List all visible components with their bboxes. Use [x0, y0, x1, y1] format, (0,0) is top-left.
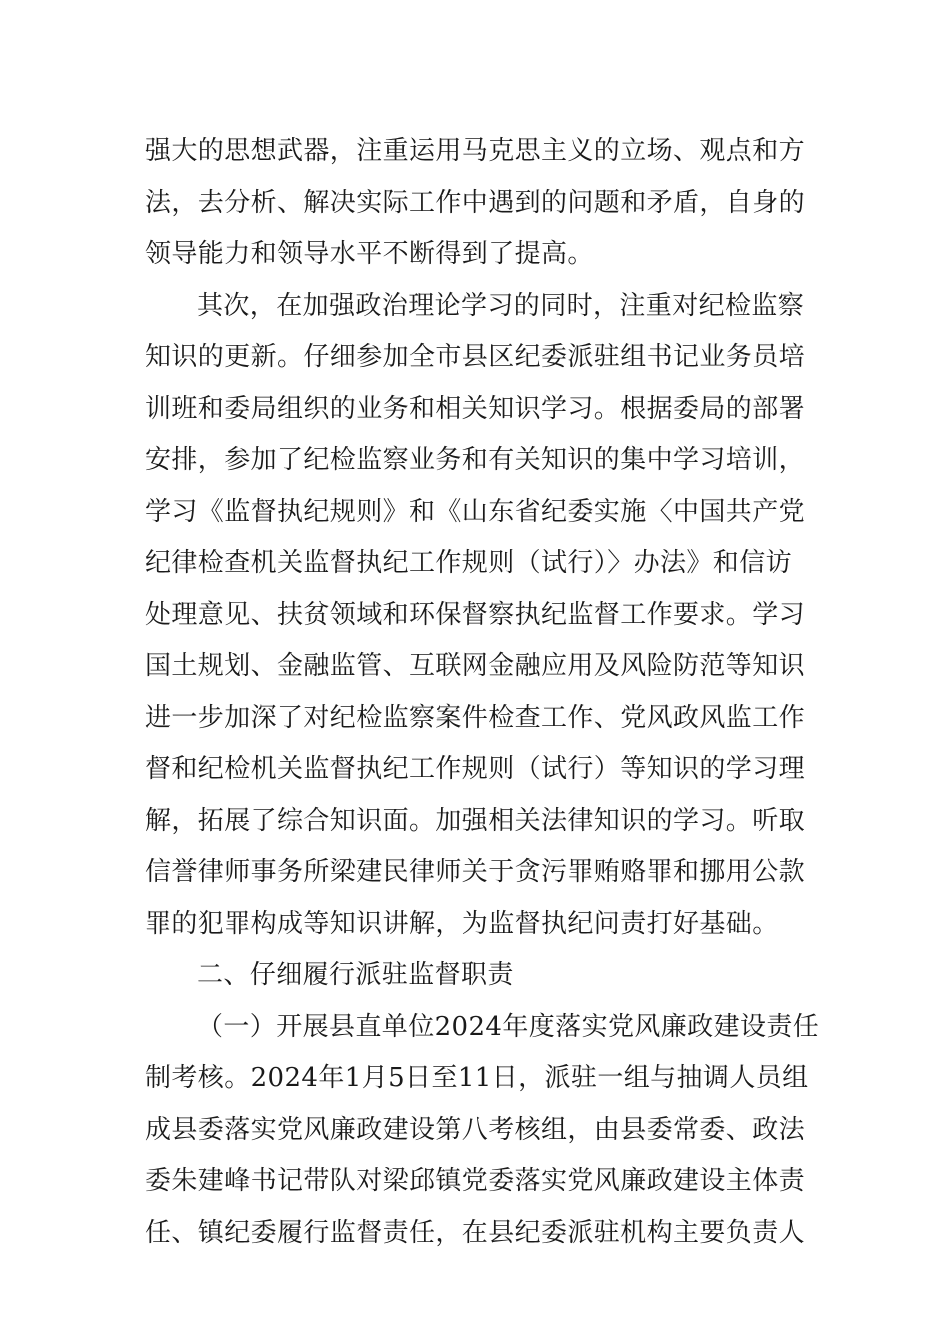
text-line-3: 领导能力和领导水平不断得到了提高。 — [145, 239, 594, 269]
text-line-19: 制考核。2024年1月5日至11日，派驻一组与抽调人员组 — [145, 1063, 809, 1093]
text-line-4: 其次，在加强政治理论学习的同时，注重对纪检监察 — [197, 290, 805, 321]
text-line-15: 信誉律师事务所梁建民律师关于贪污罪贿赂罪和挪用公款 — [145, 857, 806, 887]
body-text — [145, 126, 820, 1259]
text-line-2: 法，去分析、解决实际工作中遇到的问题和矛盾，自身的 — [145, 187, 806, 218]
text-line-1: 强大的思想武器，注重运用马克思主义的立场、观点和方 — [145, 136, 806, 166]
text-line-16: 罪的犯罪构成等知识讲解，为监督执纪问责打好基础。 — [145, 908, 779, 939]
section-heading: 二、仔细履行派驻监督职责 — [197, 960, 514, 990]
text-line-13: 督和纪检机关监督执纪工作规则（试行）等知识的学习理 — [145, 754, 806, 784]
text-line-22: 任、镇纪委履行监督责任，在县纪委派驻机构主要负责人 — [145, 1217, 806, 1248]
text-line-18: （一）开展县直单位2024年度落实党风廉政建设责任 — [197, 1011, 820, 1042]
text-line-20: 成县委落实党风廉政建设第八考核组，由县委常委、政法 — [145, 1114, 806, 1145]
text-line-21: 委朱建峰书记带队对梁邱镇党委落实党风廉政建设主体责 — [145, 1166, 806, 1196]
text-line-5: 知识的更新。仔细参加全市县区纪委派驻组书记业务员培 — [145, 342, 806, 372]
text-line-8: 学习《监督执纪规则》和《山东省纪委实施〈中国共产党 — [145, 496, 806, 527]
text-line-14: 解，拓展了综合知识面。加强相关法律知识的学习。听取 — [145, 805, 806, 836]
text-line-7: 安排，参加了纪检监察业务和有关知识的集中学习培训， — [145, 445, 806, 475]
text-line-10: 处理意见、扶贫领域和环保督察执纪监督工作要求。学习 — [145, 599, 806, 630]
text-line-9: 纪律检查机关监督执纪工作规则（试行）〉办法》和信访 — [145, 548, 793, 578]
text-line-6: 训班和委局组织的业务和相关知识学习。根据委局的部署 — [145, 393, 806, 424]
text-line-11: 国土规划、金融监管、互联网金融应用及风险防范等知识 — [145, 651, 806, 681]
text-line-12: 进一步加深了对纪检监察案件检查工作、党风政风监工作 — [145, 702, 806, 733]
